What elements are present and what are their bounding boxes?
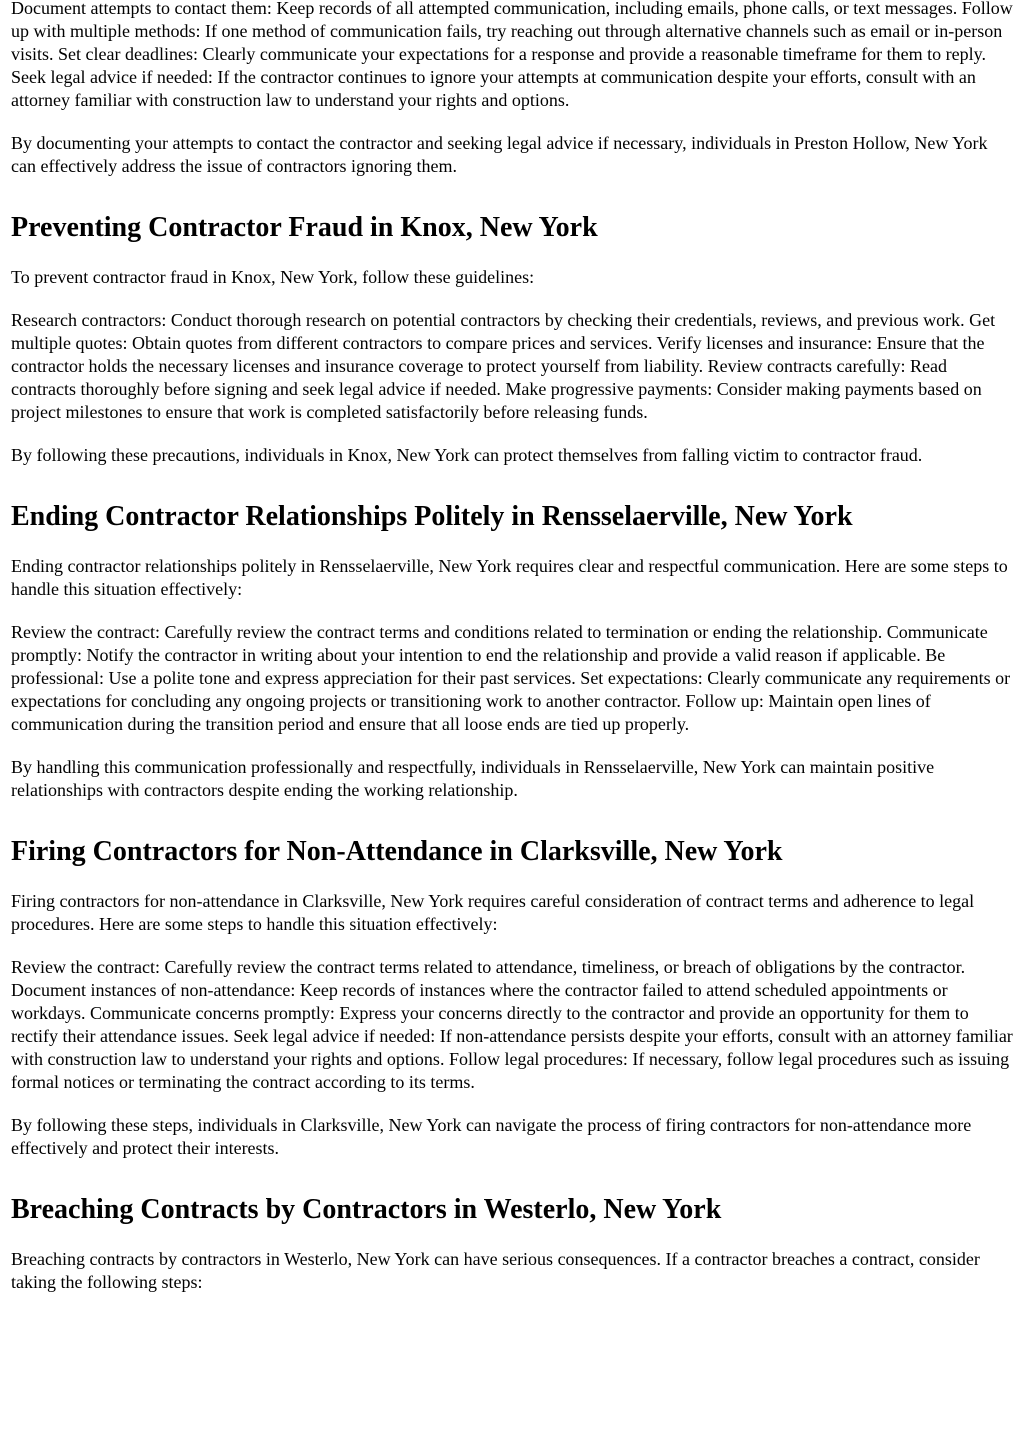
- section-breaching-contracts: [11, 1194, 1013, 1294]
- section-contact-attempts: [11, 0, 1013, 178]
- section-heading: Breaching Contracts by Contractors in Westerlo, New York: [11, 1194, 722, 1225]
- section-heading: Ending Contractor Relationships Politely in Rensselaerville, New York: [11, 501, 853, 532]
- section-firing-non-attendance: [11, 836, 1013, 1160]
- paragraph: Breaching contracts by contractors in Westerlo, New York can have serious consequences. If a contractor breaches a contract, consider taking the following steps:: [11, 1249, 980, 1292]
- paragraph: To prevent contractor fraud in Knox, New York, follow these guidelines:: [11, 267, 535, 287]
- paragraph: Ending contractor relationships politely in Rensselaerville, New York requires clear and respectful communication. Here are some steps to handle this situation effectively:: [11, 556, 1008, 599]
- paragraph: Review the contract: Carefully review the contract terms related to attendance, timeliness, or breach of obligations by the contractor. Document instances of non-attendance: Keep records of instances where the contractor failed to attend scheduled appointments or workdays. Communicate concerns promptly: Express your concerns directly to the contractor and provide an opportunity for them to rectify their attendance issues. Seek legal advice if needed: If non-attendance persists despite your efforts, consult with an attorney familiar with construction law to understand your rights and options. Follow legal procedures: If necessary, follow legal procedures such as issuing formal notices or terminating the contract according to its terms.: [11, 957, 1013, 1092]
- paragraph: By documenting your attempts to contact the contractor and seeking legal advice if necessary, individuals in Preston Hollow, New York can effectively address the issue of contractors ignoring them.: [11, 133, 988, 176]
- paragraph: By following these steps, individuals in Clarksville, New York can navigate the process of firing contractors for non-attendance more effectively and protect their interests.: [11, 1115, 972, 1158]
- paragraph: By following these precautions, individuals in Knox, New York can protect themselves from falling victim to contractor fraud.: [11, 445, 923, 465]
- paragraph: Document attempts to contact them: Keep records of all attempted communication, including emails, phone calls, or text messages. Follow up with multiple methods: If one method of communication fails, try reaching out through alternative channels such as email or in-person visits. Set clear deadlines: Clearly communicate your expectations for a response and provide a reasonable timeframe for them to reply. Seek legal advice if needed: If the contractor continues to ignore your attempts at communication despite your efforts, consult with an attorney familiar with construction law to understand your rights and options.: [11, 0, 1013, 110]
- section-ending-relationships: [11, 501, 1013, 802]
- paragraph: Firing contractors for non-attendance in Clarksville, New York requires careful consideration of contract terms and adherence to legal procedures. Here are some steps to handle this situation effectively:: [11, 891, 975, 934]
- section-heading: Firing Contractors for Non-Attendance in Clarksville, New York: [11, 836, 783, 867]
- section-heading: Preventing Contractor Fraud in Knox, New York: [11, 212, 598, 243]
- section-preventing-fraud: [11, 212, 1013, 467]
- paragraph: Review the contract: Carefully review the contract terms and conditions related to termination or ending the relationship. Communicate promptly: Notify the contractor in writing about your intention to end the relationship and provide a valid reason if applicable. Be professional: Use a polite tone and express appreciation for their past services. Set expectations: Clearly communicate any requirements or expectations for concluding any ongoing projects or transitioning work to another contractor. Follow up: Maintain open lines of communication during the transition period and ensure that all loose ends are tied up properly.: [11, 622, 1011, 734]
- paragraph: Research contractors: Conduct thorough research on potential contractors by checking their credentials, reviews, and previous work. Get multiple quotes: Obtain quotes from different contractors to compare prices and services. Verify licenses and insurance: Ensure that the contractor holds the necessary licenses and insurance coverage to protect yourself from liability. Review contracts carefully: Read contracts thoroughly before signing and seek legal advice if needed. Make progressive payments: Consider making payments based on project milestones to ensure that work is completed satisfactorily before releasing funds.: [11, 310, 996, 422]
- paragraph: By handling this communication professionally and respectfully, individuals in Rensselaerville, New York can maintain positive relationships with contractors despite ending the working relationship.: [11, 757, 935, 800]
